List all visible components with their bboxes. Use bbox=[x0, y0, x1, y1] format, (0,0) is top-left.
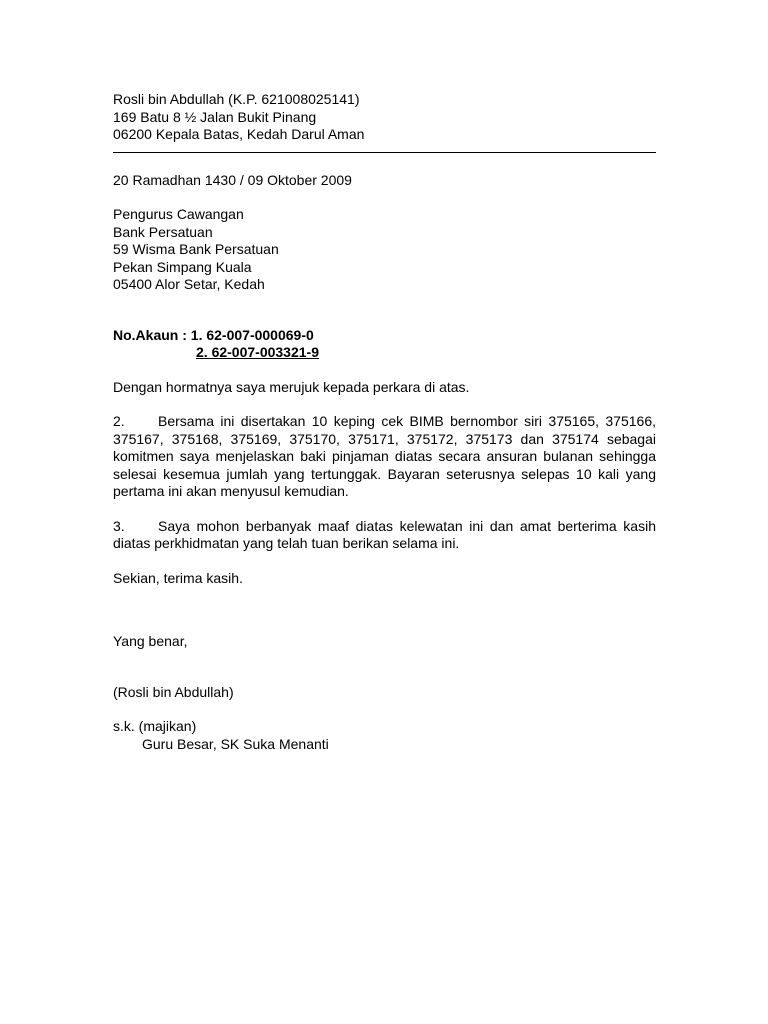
sender-street-line: 169 Batu 8 ½ Jalan Bukit Pinang bbox=[113, 108, 317, 125]
paragraph-3 bbox=[113, 518, 656, 553]
sender-city-line: 06200 Kepala Batas, Kedah Darul Aman bbox=[113, 126, 365, 142]
opening-paragraph: Dengan hormatnya saya merujuk kepada perkara di atas. bbox=[113, 378, 470, 395]
paragraph-2-text: Bersama ini disertakan 10 keping cek BIMB bernombor siri 375165, 375166, 375167, 375168, 375169, 375170, 375171, 375172, 375173 dan 375174 sebagai komitmen saya menjelaskan baki pinjaman diatas secara ansuran bulanan sehingga selesai kesemua jumlah yang tertunggak. Bayaran seterusnya selepas 10 kali yang pertama ini akan menyusul kemudian. bbox=[113, 413, 656, 499]
paragraph-2-number: 2. bbox=[113, 413, 125, 429]
signature-name: (Rosli bin Abdullah) bbox=[113, 683, 234, 700]
recipient-title-line: Pengurus Cawangan bbox=[113, 206, 244, 222]
cc-recipient: Guru Besar, SK Suka Menanti bbox=[142, 735, 329, 752]
recipient-city-line: 05400 Alor Setar, Kedah bbox=[113, 276, 265, 292]
sender-name-line: Rosli bin Abdullah (K.P. 621008025141) bbox=[113, 91, 360, 107]
valediction: Yang benar, bbox=[113, 633, 188, 649]
letter-date: 20 Ramadhan 1430 / 09 Oktober 2009 bbox=[113, 171, 352, 188]
recipient-bank-line: Bank Persatuan bbox=[113, 223, 213, 240]
letter-body bbox=[113, 91, 656, 753]
carbon-copy bbox=[113, 718, 656, 753]
paragraph-2 bbox=[113, 413, 656, 501]
sender-address bbox=[113, 91, 656, 144]
account-number-2: 2. 62-007-003321-9 bbox=[196, 344, 319, 360]
closing-line: Sekian, terima kasih. bbox=[113, 569, 243, 586]
recipient-address bbox=[113, 206, 656, 294]
paragraph-3-number: 3. bbox=[113, 517, 125, 534]
paragraph-3-text: Saya mohon berbanyak maaf diatas kelewatan ini dan amat berterima kasih diatas perkhidmatan yang telah tuan berikan selama ini. bbox=[113, 517, 656, 551]
recipient-town-line: Pekan Simpang Kuala bbox=[113, 258, 252, 275]
header-divider bbox=[113, 152, 656, 153]
cc-label: s.k. (majikan) bbox=[113, 718, 197, 734]
account-number-1: No.Akaun : 1. 62-007-000069-0 bbox=[113, 326, 314, 343]
recipient-street-line: 59 Wisma Bank Persatuan bbox=[113, 241, 279, 257]
account-reference bbox=[113, 327, 656, 362]
